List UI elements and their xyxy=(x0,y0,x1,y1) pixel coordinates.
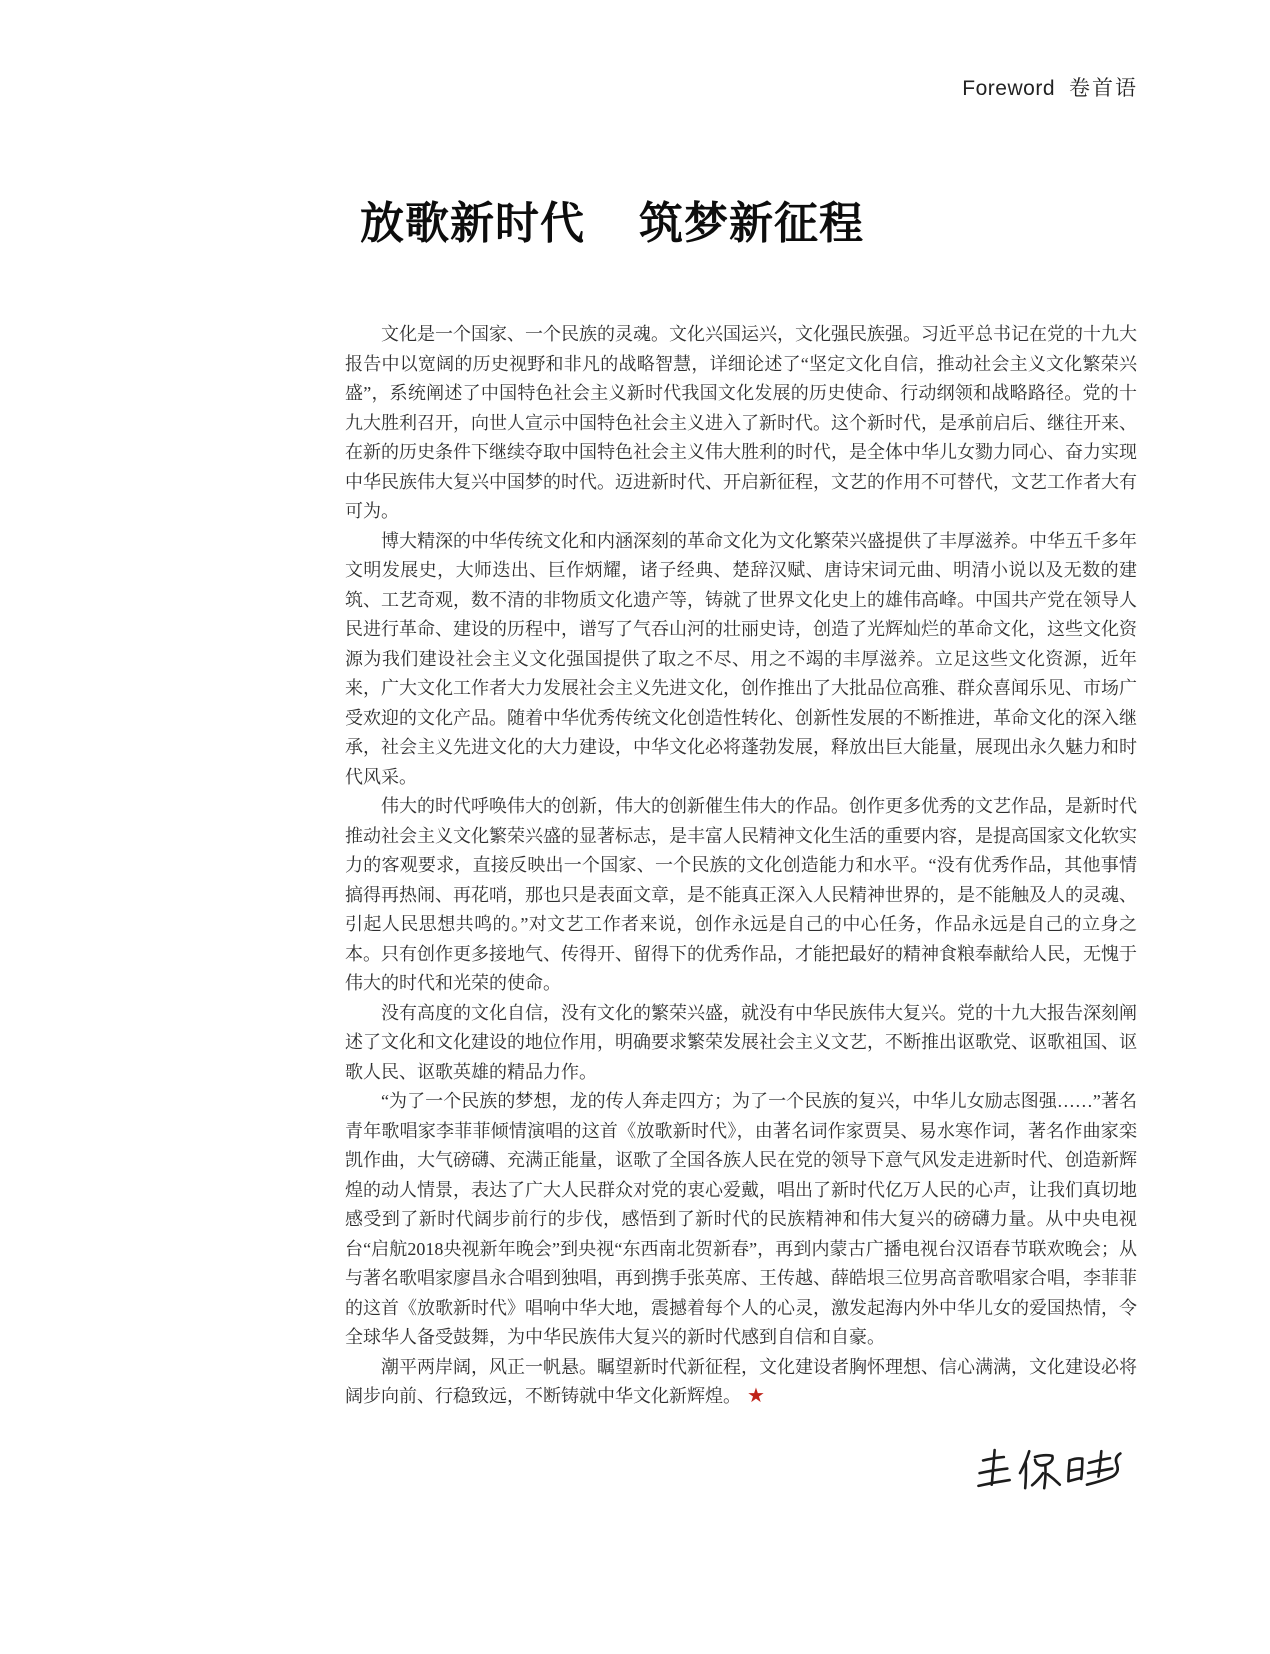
body-paragraph xyxy=(345,1353,1137,1412)
body-paragraph: 博大精深的中华传统文化和内涵深刻的革命文化为文化繁荣兴盛提供了丰厚滋养。中华五千多年文明发展史，大师迭出、巨作炳耀，诸子经典、楚辞汉赋、唐诗宋词元曲、明清小说以及无数的建筑、工艺奇观，数不清的非物质文化遗产等，铸就了世界文化史上的雄伟高峰。中国共产党在领导人民进行革命、建设的历程中，谱写了气吞山河的壮丽史诗，创造了光辉灿烂的革命文化，这些文化资源为我们建设社会主义文化强国提供了取之不尽、用之不竭的丰厚滋养。立足这些文化资源，近年来，广大文化工作者大力发展社会主义先进文化，创作推出了大批品位高雅、群众喜闻乐见、市场广受欢迎的文化产品。随着中华优秀传统文化创造性转化、创新性发展的不断推进，革命文化的深入继承，社会主义先进文化的大力建设，中华文化必将蓬勃发展，释放出巨大能量，展现出永久魅力和时代风采。 xyxy=(345,530,1137,787)
page-corner-label xyxy=(962,72,1138,102)
signature-handwriting-icon xyxy=(975,1438,1125,1506)
foreword-label-zh: 卷首语 xyxy=(1069,77,1138,100)
body-paragraph: 伟大的时代呼唤伟大的创新，伟大的创新催生伟大的作品。创作更多优秀的文艺作品，是新时代推动社会主义文化繁荣兴盛的显著标志，是丰富人民精神文化生活的重要内容，是提高国家文化软实力的客观要求，直接反映出一个国家、一个民族的文化创造能力和水平。“没有优秀作品，其他事情搞得再热闹、再花哨，那也只是表面文章，是不能真正深入人民精神世界的，是不能触及人的灵魂、引起人民思想共鸣的。”对文艺工作者来说，创作永远是自己的中心任务，作品永远是自己的立身之本。只有创作更多接地气、传得开、留得下的优秀作品，才能把最好的精神食粮奉献给人民，无愧于伟大的时代和光荣的使命。 xyxy=(345,796,1137,993)
red-star-end-mark: ★ xyxy=(747,1385,765,1407)
body-paragraph: 没有高度的文化自信，没有文化的繁荣兴盛，就没有中华民族伟大复兴。党的十九大报告深刻阐述了文化和文化建设的地位作用，明确要求繁荣发展社会主义文艺，不断推出讴歌党、讴歌祖国、讴歌人民、讴歌英雄的精品力作。 xyxy=(345,1002,1137,1082)
article-body xyxy=(345,320,1137,1412)
body-paragraph-text: 潮平两岸阔，风正一帆悬。瞩望新时代新征程，文化建设者胸怀理想、信心满满，文化建设必将阔步向前、行稳致远，不断铸就中华文化新辉煌。 xyxy=(345,1356,1137,1406)
author-signature xyxy=(975,1438,1125,1506)
body-paragraph: 文化是一个国家、一个民族的灵魂。文化兴国运兴，文化强民族强。习近平总书记在党的十九大报告中以宽阔的历史视野和非凡的战略智慧，详细论述了“坚定文化自信，推动社会主义文化繁荣兴盛”，系统阐述了中国特色社会主义新时代我国文化发展的历史使命、行动纲领和战略路径。党的十九大胜利召开，向世人宣示中国特色社会主义进入了新时代。这个新时代，是承前启后、继往开来、在新的历史条件下继续夺取中国特色社会主义伟大胜利的时代，是全体中华儿女勠力同心、奋力实现中华民族伟大复兴中国梦的时代。迈进新时代、开启新征程，文艺的作用不可替代，文艺工作者大有可为。 xyxy=(345,324,1137,521)
article-title-part2: 筑梦新征程 xyxy=(639,199,864,249)
article-title-part1: 放歌新时代 xyxy=(360,199,585,249)
article-title xyxy=(360,187,864,251)
body-paragraph: “为了一个民族的梦想，龙的传人奔走四方；为了一个民族的复兴，中华儿女励志图强……”著名青年歌唱家李菲菲倾情演唱的这首《放歌新时代》，由著名词作家贾昊、易水寒作词，著名作曲家栾凯作曲，大气磅礴、充满正能量，讴歌了全国各族人民在党的领导下意气风发走进新时代、创造新辉煌的动人情景，表达了广大人民群众对党的衷心爱戴，唱出了新时代亿万人民的心声，让我们真切地感受到了新时代阔步前行的步伐，感悟到了新时代的民族精神和伟大复兴的磅礴力量。从中央电视台“启航2018央视新年晚会”到央视“东西南北贺新春”，再到内蒙古广播电视台汉语春节联欢晚会；从与著名歌唱家廖昌永合唱到独唱，再到携手张英席、王传越、薛皓垠三位男高音歌唱家合唱，李菲菲的这首《放歌新时代》唱响中华大地，震撼着每个人的心灵，激发起海内外中华儿女的爱国热情，令全球华人备受鼓舞，为中华民族伟大复兴的新时代感到自信和自豪。 xyxy=(345,1091,1137,1347)
foreword-label-en: Foreword xyxy=(962,77,1055,100)
